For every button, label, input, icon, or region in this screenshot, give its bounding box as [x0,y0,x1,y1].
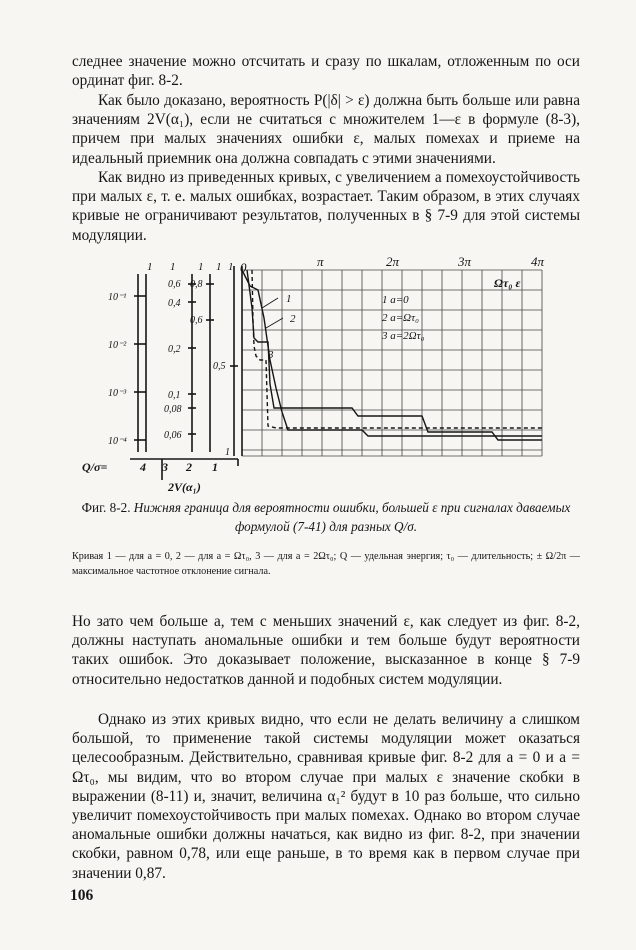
bottom-value-4: 4 [140,460,146,474]
bottom-value-1: 1 [212,460,218,474]
curve-label-2: 2 [290,313,296,325]
paragraph-anomalous: Но зато чем больше a, тем с меньших значений ε, как следует из фиг. 8-2, должны наступать аномальные ошибки и тем больше будут вероятности таких ошибок. Это доказывает положение, высказанное в конце § 7-9 относительно недостатков данной и подобных систем модуляции. [72,613,580,688]
bottom-axis-label: 2V(α₁) [168,480,201,494]
scale3-label-2: 0,6 [190,315,203,326]
zero-mark-4: 1 [216,261,222,273]
scale1-label-3: 10⁻³ [108,388,127,399]
zero-mark-3: 1 [198,261,204,273]
legend-2: 2 a=Ωτ₀ [382,312,419,324]
top-label-2pi: 2π [386,256,400,269]
top-label-4pi: 4π [531,256,545,269]
figure-caption [72,498,580,536]
paragraph-intro: следнее значение можно отсчитать и сразу по шкалам, отложенным по оси ординат фиг. 8-2. [72,53,580,90]
figure-8-2 [82,256,552,499]
page-number: 106 [70,887,94,904]
figure-number: Фиг. 8-2. [81,500,131,515]
top-label-3pi: 3π [458,256,472,269]
figure-8-2-chart [82,256,552,494]
bottom-value-2: 2 [186,460,192,474]
figure-caption-text: Нижняя граница для вероятности ошибки, большей ε при сигналах даваемых формулой (7-41) для разных Q/σ. [133,500,571,534]
paragraph-probability: Как было доказано, вероятность P(|δ| > ε) должна быть больше или равна значениям 2V(α₁), если не считаться с множителем 1—ε в формуле (8-3), причем при малых значениях ошибки ε, малых помехах и приеме на идеальный приемник она должна совпадать с этими значениями. [72,92,580,167]
scale1-label-1: 10⁻¹ [108,292,127,303]
curve-label-3: 3 [268,349,274,361]
figure-caption-detail: Кривая 1 — для a = 0, 2 — для a = Ωτ₀, 3 — для a = 2Ωτ₀; Q — удельная энергия; τ₀ — длительность; ± Ω/2π — максимальное частотное отклонение сигнала. [72,551,580,577]
scale2-label-3: 0,2 [168,344,181,355]
top-label-pi: π [317,256,324,269]
bottom-value-3: 3 [162,460,168,474]
zero-mark-5: 1 [228,261,234,273]
curve-label-1: 1 [286,293,292,305]
scale1-label-4: 10⁻⁴ [108,436,127,447]
paragraph-comparison: Однако из этих кривых видно, что если не делать величину a слишком большой, то применение такой системы модуляции может оказаться целесообразным. Действительно, сравнивая кривые фиг. 8-2 для a = 0 и a = Ωτ₀, мы видим, что во втором случае при малых ε значение скобки в выражении (8-11) и, значит, величина α₁² будут в 10 раз больше, что сильно увеличит помехоустойчивость при малых помехах. Однако во втором случае аномальные ошибки должны начаться, как видно из фиг. 8-2, при значении скобки, равном 0,78, или еще раньше, в то время как в первом случае при значении 0,87. [72,711,580,882]
scale3-label-1: 0,8 [190,279,203,290]
scale2-label-4: 0,1 [168,390,181,401]
zero-mark-2: 1 [170,261,176,273]
scale1-label-2: 10⁻² [108,340,127,351]
scale4-label-2: 1 [225,447,230,458]
scale2-label-5: 0,08 [164,404,182,415]
scale2-label-2: 0,4 [168,298,181,309]
scale4-label-1: 0,5 [213,361,226,372]
scale2-label-1: 0,6 [168,279,181,290]
legend-3: 3 a=2Ωτ₀ [382,330,425,342]
paragraph-curves: Как видно из приведенных кривых, с увеличением a помехоустойчивость при малых ε, т. е. малых ошибках, возрастает. Таким образом, в этих случаях кривые не ограничивают результатов, полученных в § 7-9 для этой системы модуляции. [72,169,580,244]
top-label-0: 0 [240,260,247,275]
zero-mark-1: 1 [147,261,153,273]
legend-1: 1 a=0 [382,294,409,306]
bottom-prefix: Q/σ= [82,460,108,474]
omega-label: Ωτ₀ ε [494,276,521,290]
scale2-label-6: 0,06 [164,430,182,441]
